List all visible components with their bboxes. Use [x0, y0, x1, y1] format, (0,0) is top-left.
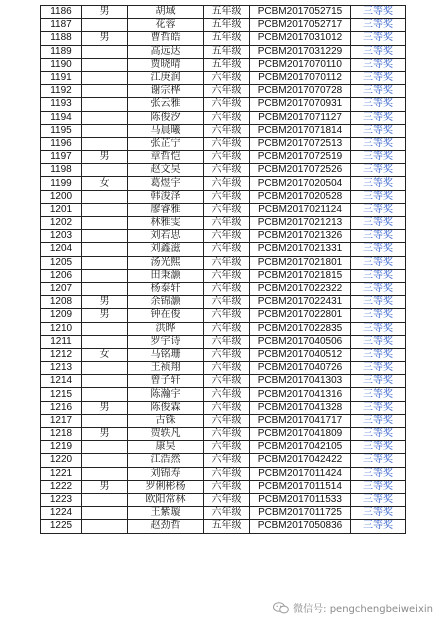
gender-cell: 男 — [82, 480, 128, 493]
grade-cell: 六年级 — [204, 493, 250, 506]
registration-code: PCBM2017022431 — [250, 296, 351, 309]
gender-cell: 女 — [82, 348, 128, 361]
award-level: 三等奖 — [351, 296, 406, 309]
award-level: 三等奖 — [351, 243, 406, 256]
student-name: 贺轶凡 — [128, 428, 204, 441]
row-number: 1210 — [41, 322, 82, 335]
award-level: 三等奖 — [351, 348, 406, 361]
award-level: 三等奖 — [351, 190, 406, 203]
grade-cell: 六年级 — [204, 296, 250, 309]
table-row — [41, 441, 406, 454]
row-number: 1190 — [41, 58, 82, 71]
gender-cell — [82, 98, 128, 111]
award-level: 三等奖 — [351, 309, 406, 322]
student-name: 曹哲皓 — [128, 32, 204, 45]
gender-cell: 男 — [82, 32, 128, 45]
grade-cell: 六年级 — [204, 217, 250, 230]
award-level: 三等奖 — [351, 507, 406, 520]
gender-cell — [82, 362, 128, 375]
grade-cell: 六年级 — [204, 309, 250, 322]
table-row — [41, 493, 406, 506]
student-name: 张云雅 — [128, 98, 204, 111]
table-row — [41, 177, 406, 190]
award-level: 三等奖 — [351, 454, 406, 467]
row-number: 1216 — [41, 401, 82, 414]
grade-cell: 六年级 — [204, 480, 250, 493]
award-level: 三等奖 — [351, 217, 406, 230]
student-name: 赵劲哲 — [128, 520, 204, 533]
row-number: 1219 — [41, 441, 82, 454]
award-level: 三等奖 — [351, 6, 406, 19]
award-level: 三等奖 — [351, 282, 406, 295]
award-level: 三等奖 — [351, 137, 406, 150]
table-row — [41, 71, 406, 84]
table-row — [41, 230, 406, 243]
row-number: 1220 — [41, 454, 82, 467]
table-row — [41, 480, 406, 493]
table-row — [41, 85, 406, 98]
registration-code: PCBM2017040726 — [250, 362, 351, 375]
grade-cell: 六年级 — [204, 85, 250, 98]
student-name: 江庚润 — [128, 71, 204, 84]
student-name: 汤光熙 — [128, 256, 204, 269]
registration-code: PCBM2017020528 — [250, 190, 351, 203]
row-number: 1197 — [41, 151, 82, 164]
grade-cell: 五年级 — [204, 45, 250, 58]
row-number: 1202 — [41, 217, 82, 230]
row-number: 1195 — [41, 124, 82, 137]
row-number: 1191 — [41, 71, 82, 84]
registration-code: PCBM2017022322 — [250, 282, 351, 295]
wechat-watermark — [273, 600, 433, 615]
table-row — [41, 217, 406, 230]
row-number: 1187 — [41, 19, 82, 32]
gender-cell — [82, 58, 128, 71]
gender-cell — [82, 454, 128, 467]
table-row — [41, 362, 406, 375]
registration-code: PCBM2017041303 — [250, 375, 351, 388]
table-row — [41, 243, 406, 256]
registration-code: PCBM2017052715 — [250, 6, 351, 19]
gender-cell: 女 — [82, 177, 128, 190]
registration-code: PCBM2017070931 — [250, 98, 351, 111]
award-level: 三等奖 — [351, 45, 406, 58]
gender-cell — [82, 19, 128, 32]
grade-cell: 六年级 — [204, 243, 250, 256]
registration-code: PCBM2017011725 — [250, 507, 351, 520]
student-name: 陈俊霖 — [128, 401, 204, 414]
registration-code: PCBM2017070728 — [250, 85, 351, 98]
award-level: 三等奖 — [351, 124, 406, 137]
registration-code: PCBM2017031012 — [250, 32, 351, 45]
gender-cell — [82, 322, 128, 335]
registration-code: PCBM2017071814 — [250, 124, 351, 137]
student-name: 罗俐彬杨 — [128, 480, 204, 493]
table-row — [41, 151, 406, 164]
row-number: 1215 — [41, 388, 82, 401]
gender-cell — [82, 230, 128, 243]
student-name: 马铭珊 — [128, 348, 204, 361]
student-name: 花蓉 — [128, 19, 204, 32]
student-name: 罗宇诗 — [128, 335, 204, 348]
table-row — [41, 296, 406, 309]
student-name: 谢宗桦 — [128, 85, 204, 98]
table-row — [41, 269, 406, 282]
student-name: 刘若思 — [128, 230, 204, 243]
gender-cell — [82, 441, 128, 454]
grade-cell: 六年级 — [204, 322, 250, 335]
table-row — [41, 282, 406, 295]
registration-code: PCBM2017031229 — [250, 45, 351, 58]
table-row — [41, 32, 406, 45]
grade-cell: 六年级 — [204, 164, 250, 177]
table-row — [41, 190, 406, 203]
grade-cell: 六年级 — [204, 230, 250, 243]
row-number: 1209 — [41, 309, 82, 322]
award-level: 三等奖 — [351, 401, 406, 414]
award-level: 三等奖 — [351, 428, 406, 441]
student-name: 贾晓晴 — [128, 58, 204, 71]
table-row — [41, 45, 406, 58]
registration-code: PCBM2017021326 — [250, 230, 351, 243]
grade-cell: 六年级 — [204, 388, 250, 401]
grade-cell: 六年级 — [204, 111, 250, 124]
student-name: 廖睿雅 — [128, 203, 204, 216]
student-name: 高远达 — [128, 45, 204, 58]
registration-code: PCBM2017040506 — [250, 335, 351, 348]
grade-cell: 五年级 — [204, 32, 250, 45]
gender-cell — [82, 45, 128, 58]
registration-code: PCBM2017071127 — [250, 111, 351, 124]
registration-code: PCBM2017072513 — [250, 137, 351, 150]
award-level: 三等奖 — [351, 467, 406, 480]
registration-code: PCBM2017021331 — [250, 243, 351, 256]
grade-cell: 六年级 — [204, 348, 250, 361]
student-name: 陈俊汐 — [128, 111, 204, 124]
grade-cell: 六年级 — [204, 151, 250, 164]
award-level: 三等奖 — [351, 256, 406, 269]
grade-cell: 六年级 — [204, 269, 250, 282]
table-row — [41, 58, 406, 71]
gender-cell — [82, 164, 128, 177]
registration-code: PCBM2017072526 — [250, 164, 351, 177]
student-name: 洪晔 — [128, 322, 204, 335]
student-name: 王紫璇 — [128, 507, 204, 520]
row-number: 1189 — [41, 45, 82, 58]
registration-code: PCBM2017041809 — [250, 428, 351, 441]
award-table-body — [41, 6, 406, 534]
grade-cell: 六年级 — [204, 362, 250, 375]
row-number: 1217 — [41, 414, 82, 427]
grade-cell: 六年级 — [204, 190, 250, 203]
student-name: 张芷宁 — [128, 137, 204, 150]
registration-code: PCBM2017020504 — [250, 177, 351, 190]
gender-cell — [82, 414, 128, 427]
gender-cell: 男 — [82, 309, 128, 322]
row-number: 1211 — [41, 335, 82, 348]
registration-code: PCBM2017070112 — [250, 71, 351, 84]
gender-cell — [82, 111, 128, 124]
row-number: 1196 — [41, 137, 82, 150]
student-name: 刘锦寿 — [128, 467, 204, 480]
gender-cell — [82, 269, 128, 282]
table-row — [41, 203, 406, 216]
table-row — [41, 348, 406, 361]
award-level: 三等奖 — [351, 441, 406, 454]
student-name: 余锦灏 — [128, 296, 204, 309]
row-number: 1223 — [41, 493, 82, 506]
gender-cell — [82, 493, 128, 506]
award-level: 三等奖 — [351, 98, 406, 111]
registration-code: PCBM2017042422 — [250, 454, 351, 467]
registration-code: PCBM2017011514 — [250, 480, 351, 493]
grade-cell: 六年级 — [204, 137, 250, 150]
row-number: 1214 — [41, 375, 82, 388]
award-level: 三等奖 — [351, 493, 406, 506]
registration-code: PCBM2017072519 — [250, 151, 351, 164]
award-level: 三等奖 — [351, 32, 406, 45]
registration-code: PCBM2017022835 — [250, 322, 351, 335]
award-table — [40, 5, 406, 534]
gender-cell — [82, 282, 128, 295]
table-row — [41, 520, 406, 533]
table-row — [41, 111, 406, 124]
gender-cell — [82, 85, 128, 98]
award-level: 三等奖 — [351, 85, 406, 98]
table-row — [41, 164, 406, 177]
gender-cell — [82, 190, 128, 203]
registration-code: PCBM2017042105 — [250, 441, 351, 454]
registration-code: PCBM2017021801 — [250, 256, 351, 269]
row-number: 1218 — [41, 428, 82, 441]
award-level: 三等奖 — [351, 362, 406, 375]
award-level: 三等奖 — [351, 164, 406, 177]
registration-code: PCBM2017041717 — [250, 414, 351, 427]
wechat-icon — [273, 602, 289, 614]
grade-cell: 六年级 — [204, 375, 250, 388]
grade-cell: 五年级 — [204, 19, 250, 32]
gender-cell — [82, 388, 128, 401]
gender-cell: 男 — [82, 296, 128, 309]
grade-cell: 五年级 — [204, 58, 250, 71]
registration-code: PCBM2017011533 — [250, 493, 351, 506]
gender-cell — [82, 217, 128, 230]
grade-cell: 六年级 — [204, 71, 250, 84]
student-name: 康昊 — [128, 441, 204, 454]
registration-code: PCBM2017040512 — [250, 348, 351, 361]
grade-cell: 六年级 — [204, 454, 250, 467]
award-level: 三等奖 — [351, 414, 406, 427]
row-number: 1222 — [41, 480, 82, 493]
gender-cell: 男 — [82, 6, 128, 19]
grade-cell: 六年级 — [204, 401, 250, 414]
row-number: 1192 — [41, 85, 82, 98]
table-row — [41, 309, 406, 322]
row-number: 1221 — [41, 467, 82, 480]
watermark-text: 微信号: pengchengbeiweixin — [293, 604, 433, 615]
award-level: 三等奖 — [351, 520, 406, 533]
award-level: 三等奖 — [351, 335, 406, 348]
row-number: 1203 — [41, 230, 82, 243]
grade-cell: 六年级 — [204, 98, 250, 111]
grade-cell: 六年级 — [204, 256, 250, 269]
table-row — [41, 137, 406, 150]
table-row — [41, 388, 406, 401]
table-row — [41, 414, 406, 427]
registration-code: PCBM2017041316 — [250, 388, 351, 401]
table-row — [41, 98, 406, 111]
registration-code: PCBM2017021213 — [250, 217, 351, 230]
registration-code: PCBM2017050836 — [250, 520, 351, 533]
award-level: 三等奖 — [351, 203, 406, 216]
gender-cell — [82, 335, 128, 348]
table-row — [41, 454, 406, 467]
student-name: 胡域 — [128, 6, 204, 19]
gender-cell: 男 — [82, 428, 128, 441]
table-row — [41, 6, 406, 19]
registration-code: PCBM2017052717 — [250, 19, 351, 32]
row-number: 1200 — [41, 190, 82, 203]
grade-cell: 六年级 — [204, 467, 250, 480]
student-name: 陈瀚宇 — [128, 388, 204, 401]
grade-cell: 六年级 — [204, 335, 250, 348]
registration-code: PCBM2017021815 — [250, 269, 351, 282]
row-number: 1188 — [41, 32, 82, 45]
award-level: 三等奖 — [351, 151, 406, 164]
student-name: 曾子轩 — [128, 375, 204, 388]
gender-cell — [82, 467, 128, 480]
table-row — [41, 19, 406, 32]
award-level: 三等奖 — [351, 322, 406, 335]
award-level: 三等奖 — [351, 58, 406, 71]
student-name: 钟在俊 — [128, 309, 204, 322]
award-level: 三等奖 — [351, 111, 406, 124]
table-row — [41, 401, 406, 414]
grade-cell: 五年级 — [204, 520, 250, 533]
table-row — [41, 322, 406, 335]
student-name: 章哲恺 — [128, 151, 204, 164]
student-name: 马晨曦 — [128, 124, 204, 137]
award-level: 三等奖 — [351, 269, 406, 282]
gender-cell — [82, 256, 128, 269]
student-name: 古铢 — [128, 414, 204, 427]
student-name: 韩浚泽 — [128, 190, 204, 203]
row-number: 1225 — [41, 520, 82, 533]
student-name: 田秉灏 — [128, 269, 204, 282]
student-name: 葛煜宇 — [128, 177, 204, 190]
row-number: 1207 — [41, 282, 82, 295]
award-level: 三等奖 — [351, 388, 406, 401]
grade-cell: 六年级 — [204, 177, 250, 190]
row-number: 1186 — [41, 6, 82, 19]
table-row — [41, 507, 406, 520]
table-row — [41, 428, 406, 441]
student-name: 赵文昊 — [128, 164, 204, 177]
gender-cell — [82, 137, 128, 150]
row-number: 1224 — [41, 507, 82, 520]
grade-cell: 六年级 — [204, 428, 250, 441]
registration-code: PCBM2017011424 — [250, 467, 351, 480]
gender-cell — [82, 507, 128, 520]
gender-cell — [82, 203, 128, 216]
gender-cell — [82, 520, 128, 533]
gender-cell — [82, 243, 128, 256]
registration-code: PCBM2017022801 — [250, 309, 351, 322]
award-level: 三等奖 — [351, 19, 406, 32]
student-name: 江浩然 — [128, 454, 204, 467]
table-row — [41, 467, 406, 480]
row-number: 1198 — [41, 164, 82, 177]
row-number: 1199 — [41, 177, 82, 190]
student-name: 欧阳常林 — [128, 493, 204, 506]
grade-cell: 六年级 — [204, 203, 250, 216]
grade-cell: 六年级 — [204, 507, 250, 520]
award-level: 三等奖 — [351, 375, 406, 388]
row-number: 1204 — [41, 243, 82, 256]
table-row — [41, 375, 406, 388]
award-level: 三等奖 — [351, 230, 406, 243]
student-name: 林雅雯 — [128, 217, 204, 230]
grade-cell: 六年级 — [204, 414, 250, 427]
gender-cell: 男 — [82, 151, 128, 164]
table-row — [41, 335, 406, 348]
student-name: 王祯翔 — [128, 362, 204, 375]
gender-cell: 男 — [82, 401, 128, 414]
row-number: 1206 — [41, 269, 82, 282]
grade-cell: 六年级 — [204, 282, 250, 295]
award-level: 三等奖 — [351, 480, 406, 493]
gender-cell — [82, 71, 128, 84]
row-number: 1212 — [41, 348, 82, 361]
grade-cell: 六年级 — [204, 124, 250, 137]
award-level: 三等奖 — [351, 177, 406, 190]
gender-cell — [82, 124, 128, 137]
row-number: 1194 — [41, 111, 82, 124]
row-number: 1201 — [41, 203, 82, 216]
registration-code: PCBM2017070110 — [250, 58, 351, 71]
row-number: 1205 — [41, 256, 82, 269]
registration-code: PCBM2017021124 — [250, 203, 351, 216]
row-number: 1213 — [41, 362, 82, 375]
award-level: 三等奖 — [351, 71, 406, 84]
registration-code: PCBM2017041328 — [250, 401, 351, 414]
row-number: 1208 — [41, 296, 82, 309]
student-name: 杨泰轩 — [128, 282, 204, 295]
grade-cell: 五年级 — [204, 6, 250, 19]
grade-cell: 六年级 — [204, 441, 250, 454]
table-row — [41, 124, 406, 137]
row-number: 1193 — [41, 98, 82, 111]
table-row — [41, 256, 406, 269]
gender-cell — [82, 375, 128, 388]
student-name: 刘鑫滋 — [128, 243, 204, 256]
